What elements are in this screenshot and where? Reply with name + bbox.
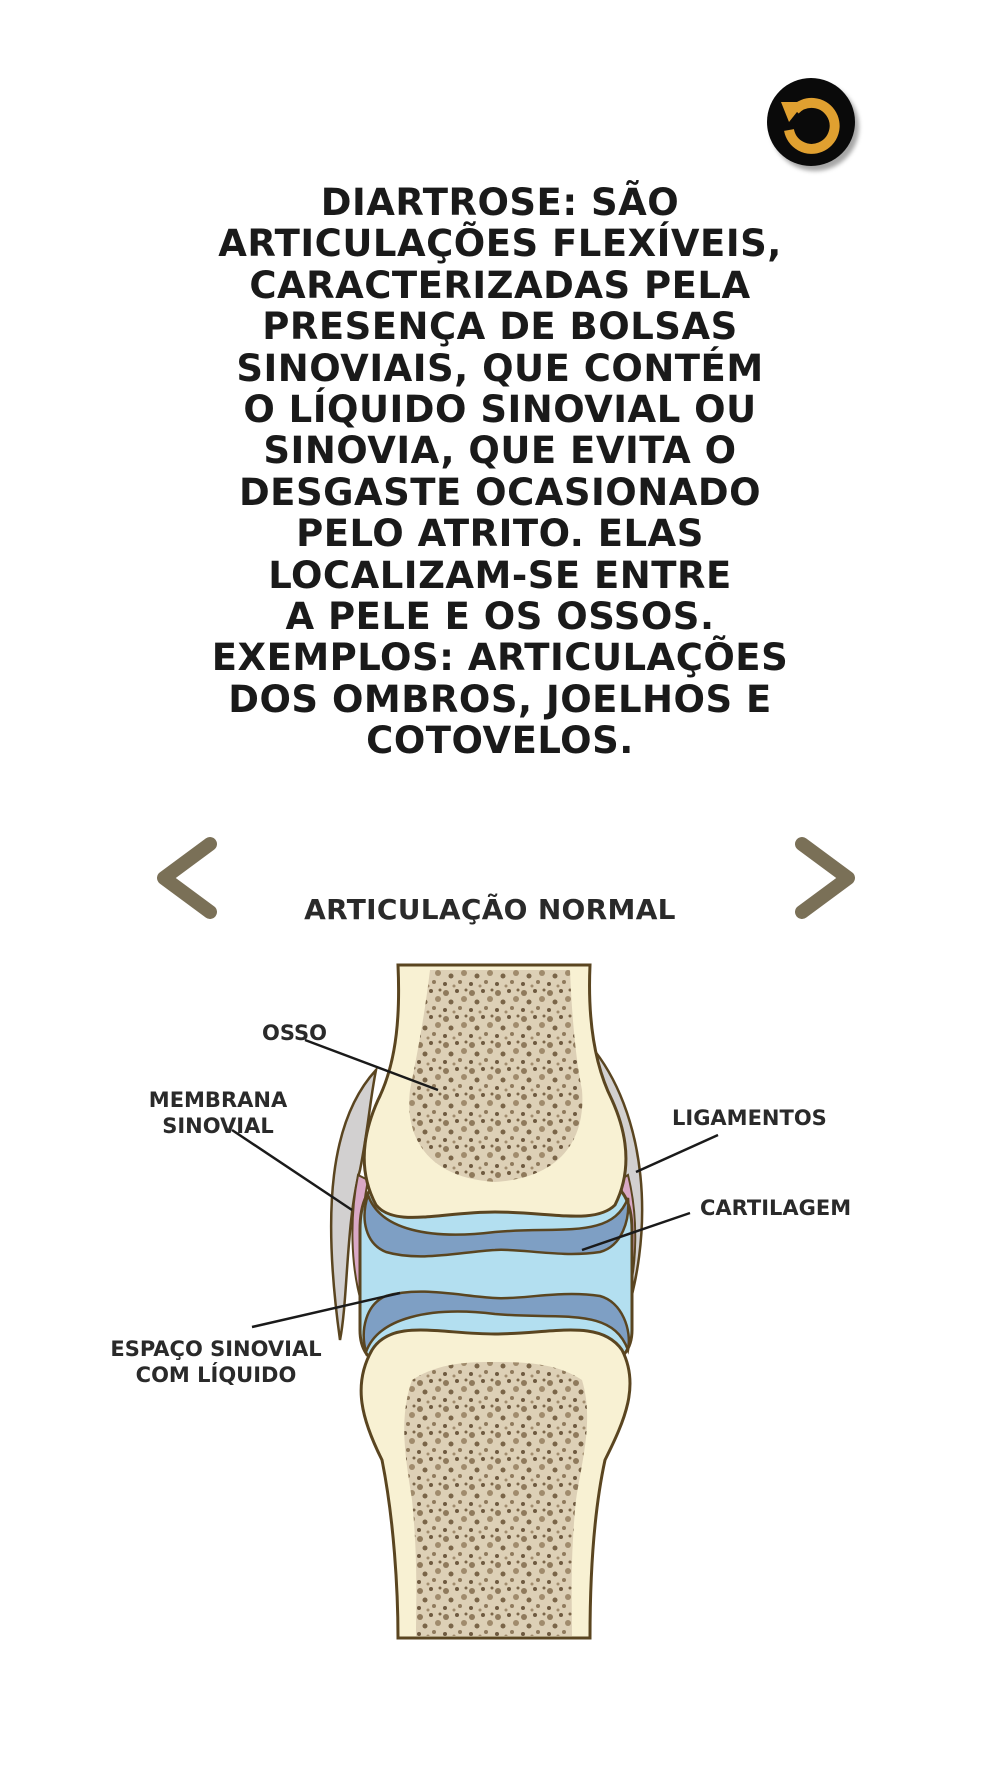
label-espaco-line2: COM LÍQUIDO [135, 1363, 297, 1387]
description-line: DIARTROSE: SÃO [320, 181, 680, 224]
ligamentos-leader [636, 1135, 718, 1172]
description-text [160, 182, 840, 762]
description-line: SINOVIAIS, QUE CONTÉM [236, 346, 764, 390]
reset-icon [767, 78, 855, 166]
description-line: O LÍQUIDO SINOVIAL OU [243, 388, 757, 432]
lower-spongy-bone [404, 1362, 587, 1636]
description-line: COTOVELOS. [366, 719, 634, 763]
description-line: EXEMPLOS: ARTICULAÇÕES [211, 636, 789, 680]
upper-spongy-bone [409, 970, 582, 1182]
diagram-title: ARTICULAÇÃO NORMAL [304, 893, 676, 926]
label-ligamentos: LIGAMENTOS [672, 1106, 827, 1130]
label-espaco-line1: ESPAÇO SINOVIAL [110, 1337, 322, 1361]
description-line: DESGASTE OCASIONADO [238, 470, 762, 514]
description-line: SINOVIA, QUE EVITA O [263, 429, 737, 473]
description-line: PRESENÇA DE BOLSAS [262, 305, 738, 349]
description-line: LOCALIZAM-SE ENTRE [268, 553, 732, 597]
label-membrana-line1: MEMBRANA [148, 1088, 288, 1112]
label-espaco-sinovial [106, 1336, 326, 1388]
description-line: PELO ATRITO. ELAS [296, 512, 704, 556]
description-line: A PELE E OS OSSOS. [285, 595, 715, 639]
description-line: DOS OMBROS, JOELHOS E [228, 677, 772, 721]
label-membrana-line2: SINOVIAL [162, 1114, 274, 1138]
label-membrana-sinovial [148, 1087, 288, 1139]
label-osso: OSSO [262, 1021, 328, 1045]
reset-button[interactable] [767, 78, 855, 166]
description-line: ARTICULAÇÕES FLEXÍVEIS, [218, 222, 782, 266]
joint-diagram [100, 890, 860, 1650]
description-line: CARACTERIZADAS PELA [249, 263, 751, 307]
label-cartilagem: CARTILAGEM [700, 1196, 852, 1220]
